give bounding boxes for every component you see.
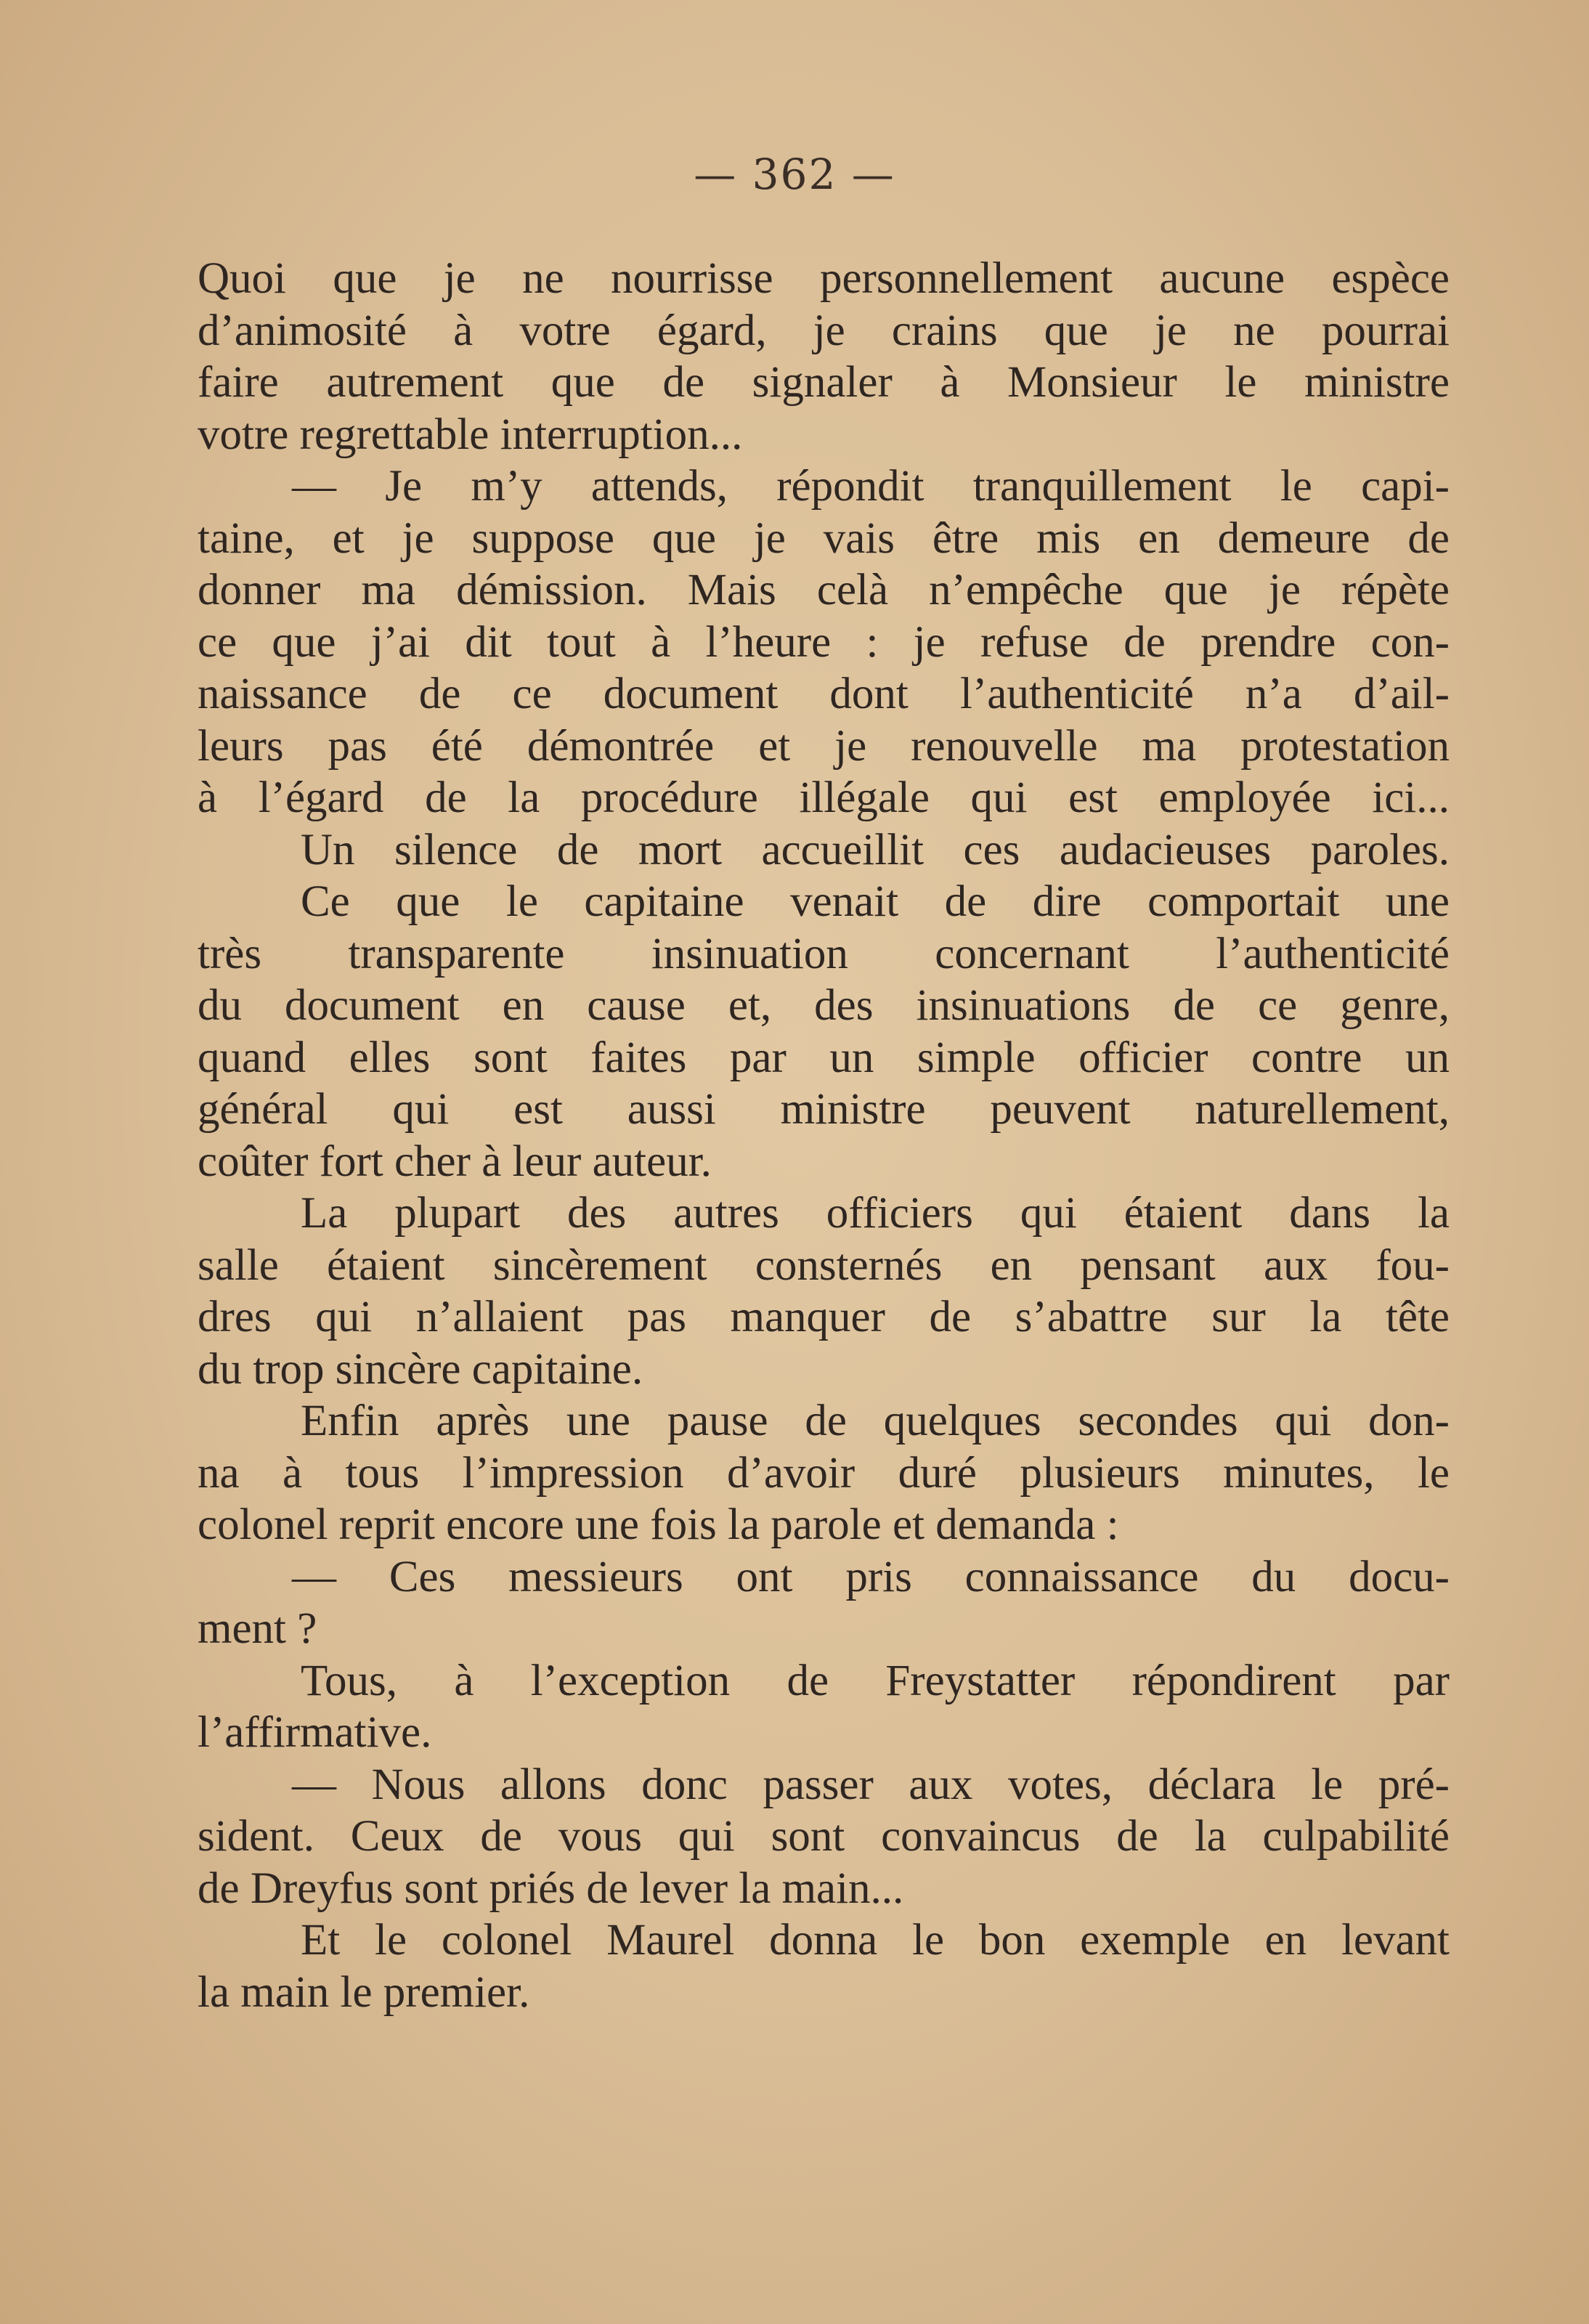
text-line: salle étaient sincèrement consternés en pensant aux fou- (198, 1240, 1450, 1290)
text-line: Un silence de mort accueillit ces audacieuses paroles. (301, 825, 1450, 874)
text-line: — Nous allons donc passer aux votes, déclara le pré- (292, 1760, 1450, 1809)
body-text (198, 253, 1450, 2018)
text-line: général qui est aussi ministre peuvent naturellement, (198, 1085, 1450, 1134)
text-line: — Ces messieurs ont pris connaissance du docu- (292, 1552, 1450, 1601)
text-line: naissance de ce document dont l’authenticité n’a d’ail- (198, 670, 1450, 718)
text-line: faire autrement que de signaler à Monsieur le ministre (198, 358, 1450, 407)
text-line: donner ma démission. Mais celà n’empêche que je répète (198, 566, 1450, 614)
text-line: quand elles sont faites par un simple officier contre un (198, 1033, 1450, 1082)
text-line: d’animosité à votre égard, je crains que je ne pourrai (198, 306, 1450, 355)
text-line: Et le colonel Maurel donna le bon exemple en levant (301, 1916, 1450, 1965)
text-line: leurs pas été démontrée et je renouvelle ma protestation (198, 721, 1450, 771)
text-line: votre regrettable interruption... (198, 410, 743, 459)
text-line: à l’égard de la procédure illégale qui est employée ici... (198, 773, 1450, 822)
text-line: sident. Ceux de vous qui sont convaincus de la culpabilité (198, 1812, 1450, 1861)
text-line: Enfin après une pause de quelques secondes qui don- (301, 1397, 1450, 1445)
text-line: dres qui n’allaient pas manquer de s’abattre sur la tête (198, 1293, 1450, 1341)
text-line: du trop sincère capitaine. (198, 1344, 643, 1394)
text-line: très transparente insinuation concernant l’authenticité (198, 929, 1450, 978)
text-line: du document en cause et, des insinuations de ce genre, (198, 981, 1450, 1030)
text-line: na à tous l’impression d’avoir duré plusieurs minutes, le (198, 1448, 1450, 1498)
text-line: colonel reprit encore une fois la parole et demanda : (198, 1500, 1119, 1549)
text-line: — Je m’y attends, répondit tranquillement le capi- (292, 462, 1450, 511)
text-line: Ce que le capitaine venait de dire comportait une (301, 877, 1450, 926)
text-line: Tous, à l’exception de Freystatter répondirent par (301, 1656, 1450, 1705)
text-line: coûter fort cher à leur auteur. (198, 1137, 712, 1186)
page-number: — 362 — (694, 150, 895, 199)
text-line: Quoi que je ne nourrisse personnellement aucune espèce (198, 254, 1450, 303)
text-line: ment ? (198, 1604, 317, 1653)
text-line: de Dreyfus sont priés de lever la main... (198, 1864, 904, 1913)
text-line: la main le premier. (198, 1967, 530, 2017)
text-line: La plupart des autres officiers qui étaient dans la (301, 1189, 1450, 1238)
text-line: taine, et je suppose que je vais être mis en demeure de (198, 513, 1450, 563)
text-line: l’affirmative. (198, 1708, 432, 1757)
text-line: ce que j’ai dit tout à l’heure : je refuse de prendre con- (198, 617, 1450, 667)
